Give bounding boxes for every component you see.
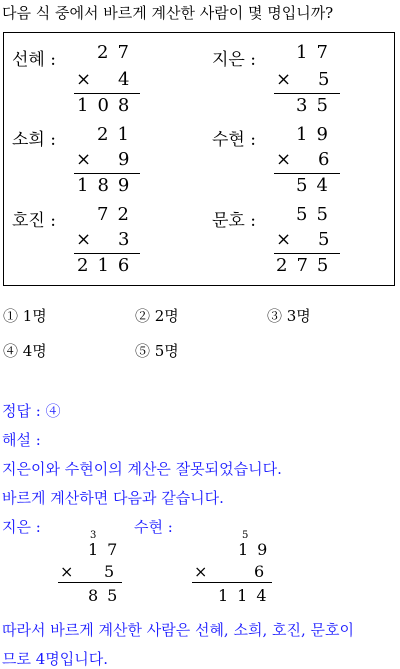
times-sign: × (60, 562, 74, 581)
times-sign: × (194, 562, 208, 581)
explanation-line-2: 바르게 계산하면 다음과 같습니다. (2, 489, 224, 507)
multiplicand: 19 (238, 540, 277, 559)
multiplicand: 17 (88, 540, 127, 559)
problems-box (3, 32, 395, 286)
corrected-name: 수현 : (134, 518, 173, 536)
product: 114 (218, 586, 276, 605)
conclusion-line-1: 따라서 바르게 계산한 사람은 선혜, 소희, 호진, 문호이 (2, 621, 354, 639)
times-sign: × (276, 229, 292, 250)
choice-4[interactable]: ④ 4명 (3, 342, 47, 360)
answer-text: 정답 : ④ (2, 402, 61, 420)
times-sign: × (276, 149, 292, 170)
question-text: 다음 식 중에서 바르게 계산한 사람이 몇 명입니까? (2, 4, 334, 22)
problem-name: 문호 : (212, 211, 256, 231)
multiplier: 5 (104, 562, 115, 581)
explanation-line-1: 지은이와 수현이의 계산은 잘못되었습니다. (2, 460, 282, 478)
multiplier: 6 (318, 149, 330, 170)
product: 85 (88, 586, 127, 605)
multiplier: 9 (118, 149, 130, 170)
result-line (274, 93, 340, 94)
product: 216 (77, 255, 139, 276)
product: 189 (77, 175, 139, 196)
result-line (58, 582, 122, 583)
times-sign: × (76, 149, 92, 170)
product: 54 (296, 175, 337, 196)
choice-3[interactable]: ③ 3명 (267, 307, 311, 325)
result-line (274, 173, 340, 174)
problem-name: 호진 : (12, 211, 56, 231)
multiplier: 5 (318, 229, 330, 250)
choice-1[interactable]: ① 1명 (3, 307, 47, 325)
multiplier: 6 (254, 562, 265, 581)
result-line (274, 253, 340, 254)
multiplicand: 72 (97, 204, 138, 225)
carry-digit: 3 (90, 530, 97, 541)
choice-5[interactable]: ⑤ 5명 (135, 342, 179, 360)
result-line (192, 582, 272, 583)
multiplicand: 55 (296, 204, 337, 225)
problem-name: 소희 : (12, 130, 56, 150)
multiplicand: 19 (296, 124, 337, 145)
result-line (74, 93, 140, 94)
multiplicand: 27 (97, 42, 138, 63)
times-sign: × (276, 69, 292, 90)
multiplier: 3 (118, 229, 130, 250)
corrected-name: 지은 : (2, 518, 41, 536)
product: 275 (276, 255, 338, 276)
choice-2[interactable]: ② 2명 (135, 307, 179, 325)
explanation-label: 해설 : (2, 431, 41, 449)
problem-name: 선혜 : (12, 50, 56, 70)
result-line (74, 253, 140, 254)
times-sign: × (76, 229, 92, 250)
result-line (74, 173, 140, 174)
multiplicand: 21 (97, 124, 138, 145)
conclusion-line-2: 므로 4명입니다. (2, 650, 109, 668)
times-sign: × (76, 69, 92, 90)
problem-name: 수현 : (212, 130, 256, 150)
problem-name: 지은 : (212, 50, 256, 70)
multiplicand: 17 (296, 42, 337, 63)
multiplier: 4 (118, 69, 130, 90)
multiplier: 5 (318, 69, 330, 90)
carry-digit: 5 (242, 530, 249, 541)
product: 35 (296, 95, 337, 116)
product: 108 (77, 95, 139, 116)
